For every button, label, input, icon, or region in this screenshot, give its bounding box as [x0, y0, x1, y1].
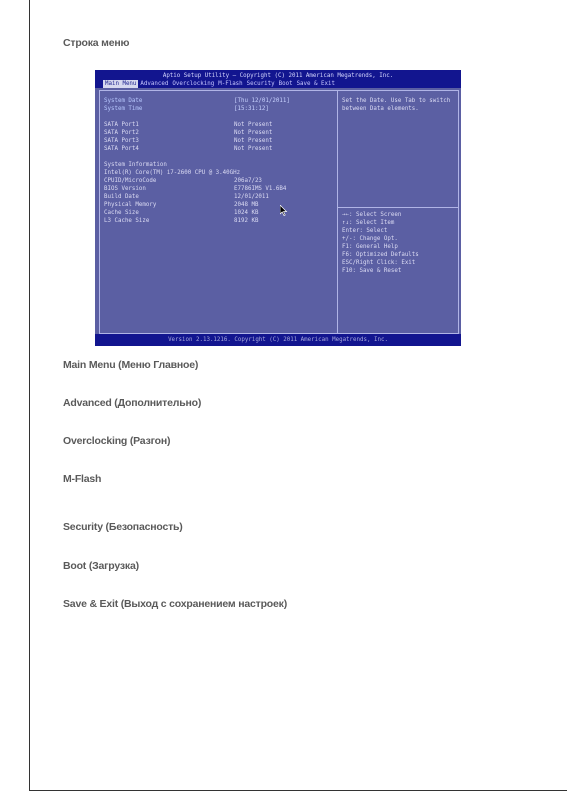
row-label: Cache Size [104, 210, 139, 216]
row-value: 1024 KB [234, 210, 259, 216]
key-hint: →←: Select Screen [342, 212, 402, 218]
row-label: System Date [104, 98, 143, 104]
bios-menu-boot[interactable]: Boot [278, 81, 293, 87]
row-label: SATA Port3 [104, 138, 139, 144]
desc-boot: Boot (Загрузка) [63, 560, 139, 572]
row-label: SATA Port1 [104, 122, 139, 128]
row-label: System Time [104, 106, 143, 112]
mouse-cursor-icon [280, 205, 288, 219]
desc-overclocking: Overclocking (Разгон) [63, 435, 171, 447]
key-hint: F6: Optimized Defaults [342, 252, 419, 258]
row-value: Not Present [234, 122, 273, 128]
desc-security: Security (Безопасность) [63, 521, 183, 533]
bios-menu-overclocking[interactable]: Overclocking [172, 81, 215, 87]
row-value[interactable]: [15:31:12] [234, 106, 269, 112]
row-label: L3 Cache Size [104, 218, 150, 224]
bios-title-bar [95, 70, 461, 88]
key-legend [342, 211, 419, 275]
row-label: CPUID/MicroCode [104, 178, 157, 184]
key-hint: ESC/Right Click: Exit [342, 260, 416, 266]
row-value: 12/01/2011 [234, 194, 269, 200]
row-label: Build Date [104, 194, 139, 200]
key-hint: Enter: Select [342, 228, 388, 234]
bios-main-panel [99, 90, 459, 334]
row-label: BIOS Version [104, 186, 146, 192]
panel-divider [337, 91, 338, 333]
key-hint: ↑↓: Select Item [342, 220, 395, 226]
bios-menu-save-exit[interactable]: Save & Exit [296, 81, 335, 87]
key-hint: +/-: Change Opt. [342, 236, 398, 242]
desc-advanced: Advanced (Дополнительно) [63, 397, 202, 409]
desc-main-menu: Main Menu (Меню Главное) [63, 359, 199, 371]
row-label: SATA Port4 [104, 146, 139, 152]
bios-screenshot [95, 70, 461, 346]
row-value: 206a7/23 [234, 178, 262, 184]
bios-title: Aptio Setup Utility – Copyright (C) 2011 American Megatrends, Inc. [162, 73, 394, 79]
desc-mflash: M-Flash [63, 473, 102, 485]
row-value: Not Present [234, 130, 273, 136]
bios-menu-security[interactable]: Security [246, 81, 275, 87]
help-divider [338, 207, 458, 208]
bios-menu-bar [103, 80, 337, 88]
row-label: SATA Port2 [104, 130, 139, 136]
row-value[interactable]: [Thu 12/01/2011] [234, 98, 290, 104]
bios-footer: Version 2.13.1216. Copyright (C) 2011 American Megatrends, Inc. [95, 334, 461, 346]
key-hint: F1: General Help [342, 244, 398, 250]
row-label: Physical Memory [104, 202, 157, 208]
row-value: 2048 MB [234, 202, 259, 208]
row-value: 8192 KB [234, 218, 259, 224]
help-text: Set the Date. Use Tab to switch between Data elements. [342, 98, 451, 112]
bios-menu-mflash[interactable]: M-Flash [218, 81, 243, 87]
key-hint: F10: Save & Reset [342, 268, 402, 274]
row-value: Not Present [234, 138, 273, 144]
row-label: Intel(R) Core(TM) i7-2600 CPU @ 3.40GHz [104, 170, 241, 176]
desc-save-exit: Save & Exit (Выход с сохранением настроек) [63, 598, 287, 610]
row-value: E7786IMS V1.6B4 [234, 186, 287, 192]
section-heading: Строка меню [63, 37, 130, 49]
bios-menu-advanced[interactable]: Advanced [140, 81, 169, 87]
bios-menu-main[interactable]: Main Menu [105, 81, 137, 87]
row-label: System Information [104, 162, 167, 168]
row-value: Not Present [234, 146, 273, 152]
page-left-border [29, 0, 30, 791]
